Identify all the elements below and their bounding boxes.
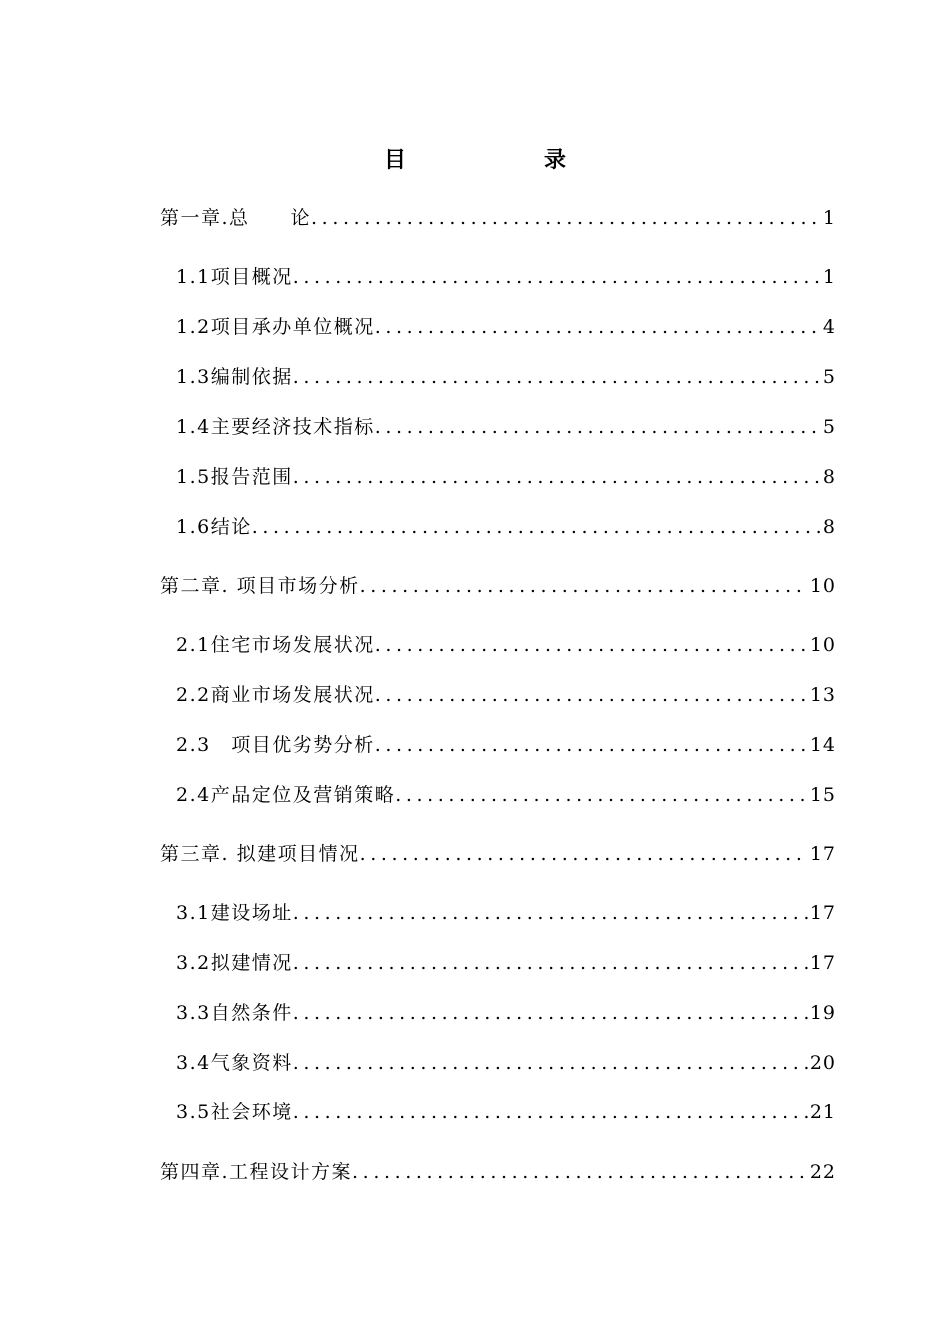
toc-page-number: 19 [809, 1002, 836, 1024]
toc-entry-section-1-6[interactable] [176, 513, 836, 541]
page-title: 目 录 [383, 147, 624, 173]
toc-page-number: 17 [809, 902, 836, 924]
toc-entry-section-1-4[interactable] [176, 413, 836, 441]
toc-dot-leader [293, 263, 821, 291]
toc-page-number: 22 [809, 1161, 836, 1183]
toc-dot-leader [375, 731, 808, 759]
toc-entry-label: 第四章.工程设计方案 [160, 1161, 353, 1183]
toc-entry-label: 3.3自然条件 [176, 1002, 293, 1024]
toc-dot-leader [293, 1098, 808, 1126]
toc-entry-section-3-2[interactable] [176, 949, 836, 977]
toc-page-number: 1 [822, 266, 836, 288]
toc-entry-label: 3.4气象资料 [176, 1052, 293, 1074]
toc-page-number: 5 [822, 416, 836, 438]
toc-entry-section-3-5[interactable] [176, 1098, 836, 1126]
toc-page-number: 15 [809, 784, 836, 806]
toc-dot-leader [293, 363, 821, 391]
toc-entry-label: 3.1建设场址 [176, 902, 293, 924]
toc-entry-label: 1.5报告范围 [176, 466, 293, 488]
toc-entry-chapter-2[interactable] [160, 572, 836, 600]
toc-entry-label: 第二章. 项目市场分析 [160, 575, 360, 597]
toc-entry-section-3-3[interactable] [176, 999, 836, 1027]
toc-page-number: 14 [809, 734, 836, 756]
toc-entry-section-1-1[interactable] [176, 263, 836, 291]
toc-entry-label: 3.2拟建情况 [176, 952, 293, 974]
toc-page-number: 13 [809, 684, 836, 706]
toc-dot-leader [360, 840, 808, 868]
toc-entry-label: 2.3 项目优劣势分析 [176, 734, 375, 756]
toc-page-number: 4 [822, 316, 836, 338]
toc-page-number: 8 [822, 466, 836, 488]
toc-page-number: 17 [809, 843, 836, 865]
toc-page-number: 5 [822, 366, 836, 388]
toc-page-number: 17 [809, 952, 836, 974]
toc-entry-chapter-1[interactable] [160, 204, 836, 232]
toc-dot-leader [293, 949, 808, 977]
toc-entry-label: 1.6结论 [176, 516, 252, 538]
toc-dot-leader [293, 1049, 808, 1077]
toc-page-number: 10 [809, 634, 836, 656]
toc-entry-chapter-3[interactable] [160, 840, 836, 868]
toc-entry-label: 第一章.总 论 [160, 207, 312, 229]
toc-entry-section-1-3[interactable] [176, 363, 836, 391]
toc-page-number: 1 [822, 207, 836, 229]
toc-dot-leader [293, 463, 821, 491]
toc-entry-label: 2.2商业市场发展状况 [176, 684, 375, 706]
toc-entry-section-2-3[interactable] [176, 731, 836, 759]
toc-entry-section-2-4[interactable] [176, 781, 836, 809]
toc-entry-chapter-4[interactable] [160, 1158, 836, 1186]
toc-entry-section-3-4[interactable] [176, 1049, 836, 1077]
toc-entry-label: 2.4产品定位及营销策略 [176, 784, 396, 806]
toc-entry-label: 3.5社会环境 [176, 1101, 293, 1123]
toc-entry-section-3-1[interactable] [176, 899, 836, 927]
toc-entry-label: 1.1项目概况 [176, 266, 293, 288]
toc-dot-leader [293, 999, 808, 1027]
toc-entry-section-2-1[interactable] [176, 631, 836, 659]
toc-dot-leader [293, 899, 808, 927]
toc-dot-leader [375, 413, 821, 441]
toc-entry-section-1-2[interactable] [176, 313, 836, 341]
toc-entry-section-2-2[interactable] [176, 681, 836, 709]
toc-dot-leader [395, 781, 808, 809]
toc-page-number: 20 [809, 1052, 836, 1074]
toc-entry-label: 1.2项目承办单位概况 [176, 316, 375, 338]
toc-page-number: 10 [809, 575, 836, 597]
toc-dot-leader [352, 1158, 808, 1186]
toc-dot-leader [375, 681, 808, 709]
toc-entry-section-1-5[interactable] [176, 463, 836, 491]
toc-page-number: 21 [809, 1101, 836, 1123]
toc-entry-label: 2.1住宅市场发展状况 [176, 634, 375, 656]
toc-page-number: 8 [822, 516, 836, 538]
toc-dot-leader [360, 572, 808, 600]
toc-dot-leader [311, 204, 821, 232]
toc-dot-leader [252, 513, 821, 541]
toc-dot-leader [375, 631, 808, 659]
toc-entry-label: 1.4主要经济技术指标 [176, 416, 375, 438]
toc-entry-label: 1.3编制依据 [176, 366, 293, 388]
toc-entry-label: 第三章. 拟建项目情况 [160, 843, 360, 865]
toc-dot-leader [375, 313, 821, 341]
